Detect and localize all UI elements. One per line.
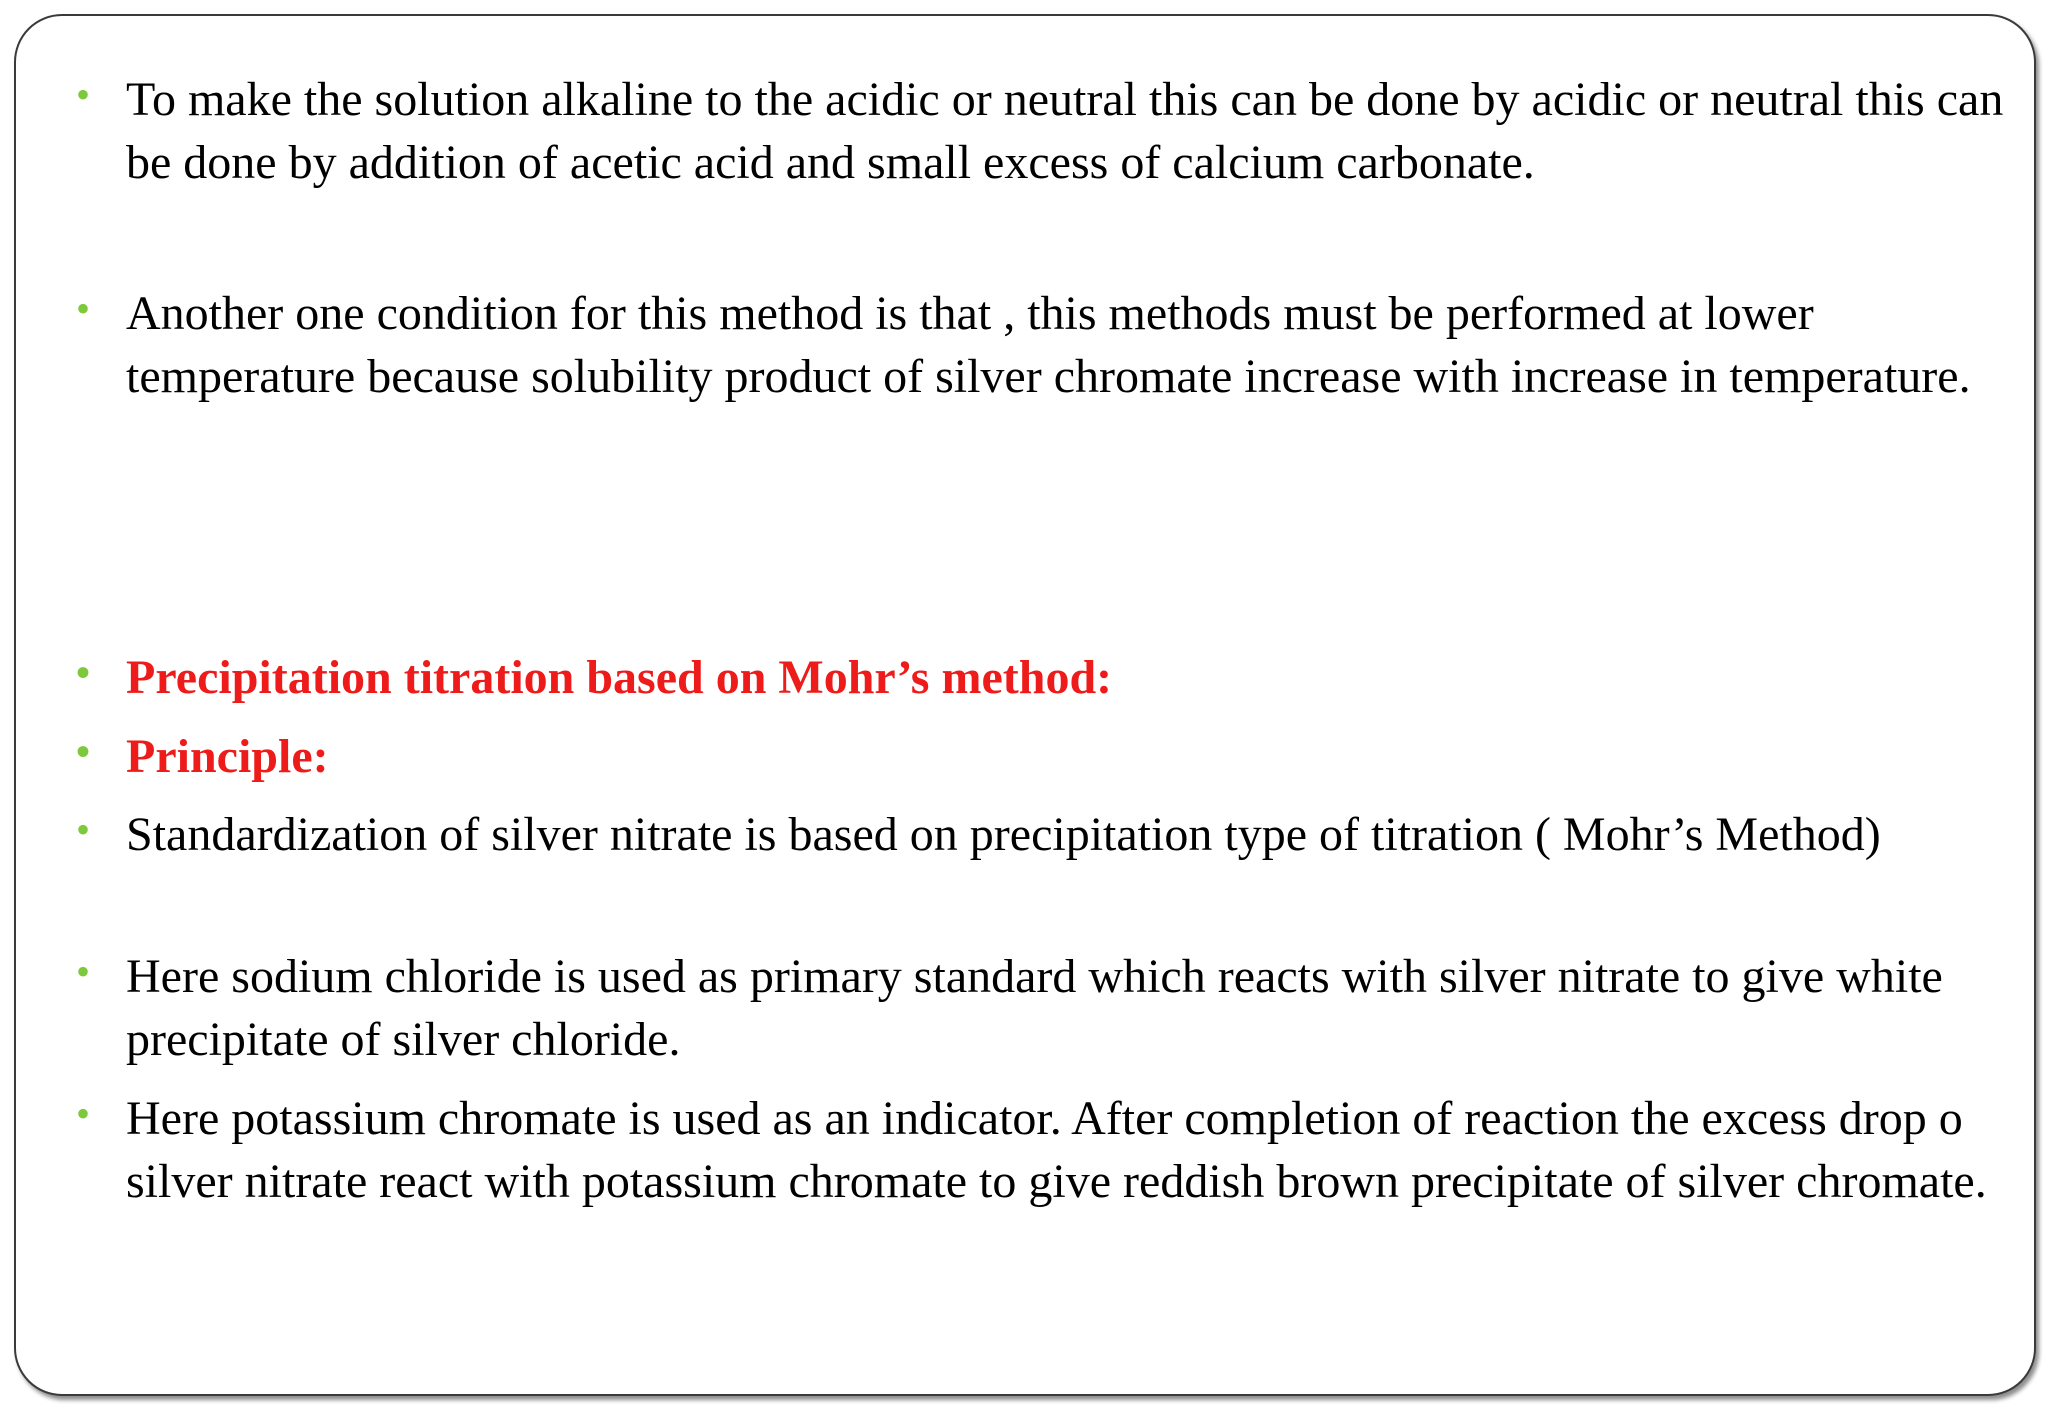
bullet-item-sodium-chloride (76, 945, 2026, 1071)
bullet-dot-icon: • (76, 949, 91, 994)
bullet-heading-principle (76, 725, 2026, 788)
bullet-text: Here potassium chromate is used as an indicator. After completion of reaction the excess drop o silver nitrate react with potassium chromate to give reddish brown precipitate of silver chromate. (126, 1092, 1987, 1208)
bullet-dot-icon: • (76, 650, 91, 695)
bullet-text: Standardization of silver nitrate is based on precipitation type of titration ( Mohr’s Method) (126, 808, 1881, 861)
bullet-item-potassium-chromate (76, 1087, 2026, 1213)
bullet-dot-icon: • (76, 1091, 91, 1136)
bullet-dot-icon: • (76, 286, 91, 331)
bullet-dot-icon: • (76, 807, 91, 852)
bullet-item-lower-temperature (76, 282, 2026, 408)
bullet-text: To make the solution alkaline to the acidic or neutral this can be done by acidic or neutral this can be done by addition of acetic acid and small excess of calcium carbonate. (126, 73, 2004, 189)
bullet-heading-mohrs-method (76, 646, 2026, 709)
bullet-text: Another one condition for this method is that , this methods must be performed at lower temperature because solubility product of silver chromate increase with increase in temperature. (126, 287, 1971, 403)
bullet-item-alkaline-solution (76, 68, 2026, 194)
bullet-dot-icon: • (76, 729, 91, 774)
slide-frame (14, 14, 2036, 1396)
bullet-dot-icon: • (76, 72, 91, 117)
bullet-item-standardization (76, 803, 2026, 866)
bullet-list (16, 16, 2034, 1394)
bullet-text: Here sodium chloride is used as primary standard which reacts with silver nitrate to give white precipitate of silver chloride. (126, 950, 1943, 1066)
bullet-text: Precipitation titration based on Mohr’s method: (126, 651, 1113, 704)
bullet-text: Principle: (126, 730, 329, 783)
